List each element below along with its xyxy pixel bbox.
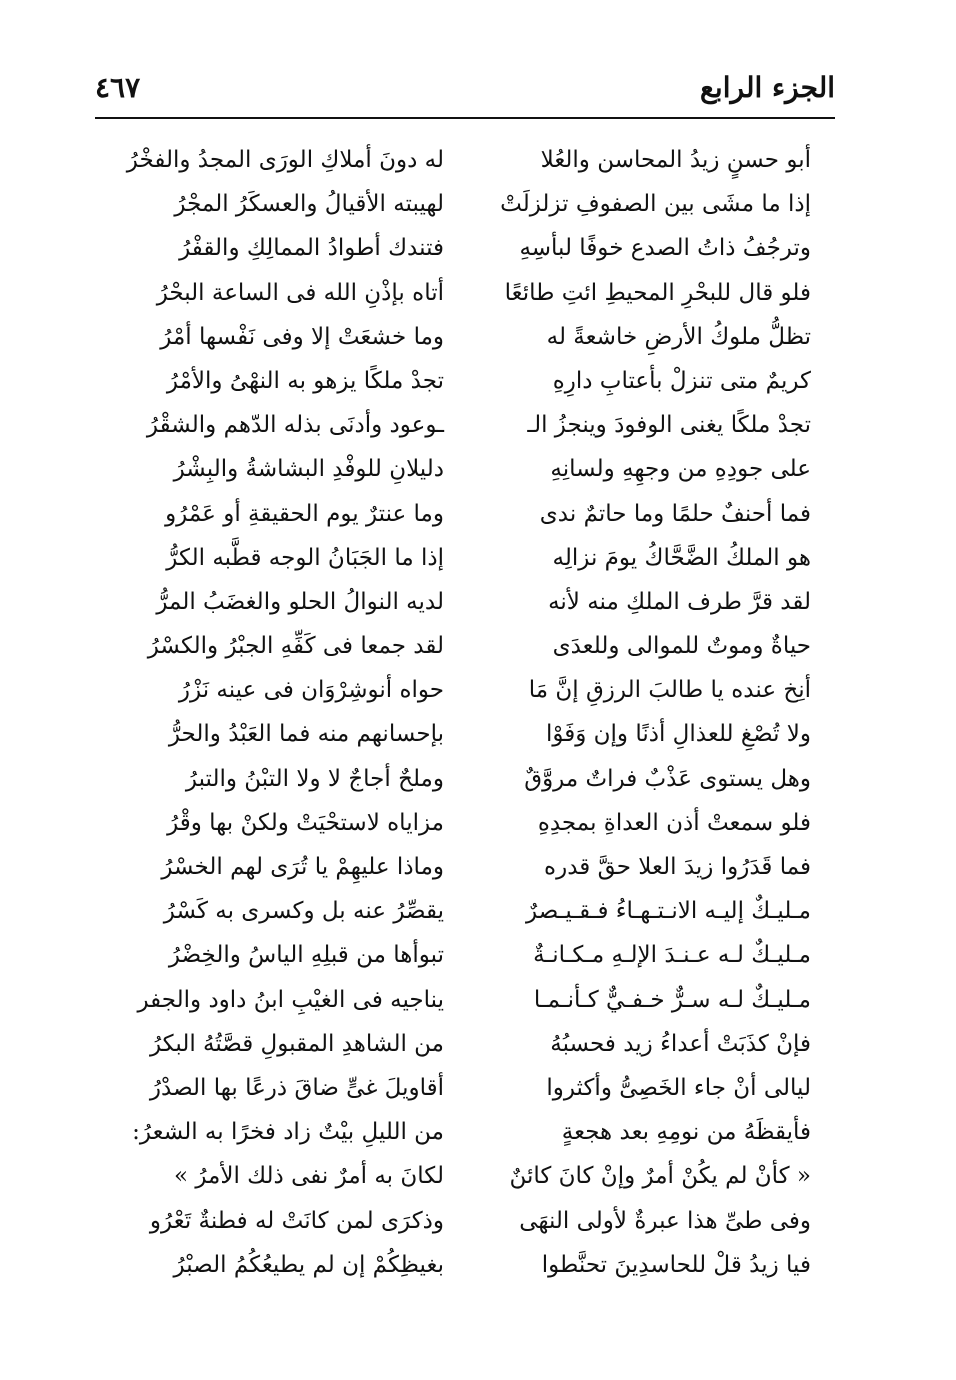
verse-line: لقد قرَّ طرف الملكِ منه لأنه [548, 588, 811, 615]
verse-line: أنِخ عنده يا طالبَ الرزقِ إنَّ مَا [528, 677, 811, 704]
verse-line: فما قَدَرُوا زيدَ العلا حقَّ قدره [544, 854, 811, 880]
verse-line: فإنْ كذَبَتْ أعداءُ زيد فحسبُهُ [550, 1030, 811, 1057]
verse-line: يقصِّرُ عنه بل وكسرى به كَسْرُ [163, 898, 444, 925]
verse-line: مـليـكٌ لـه سـرٌّ خـفـيٌّ كـأنـمـا [533, 986, 811, 1013]
verse-line: إذا ما مشَى بين الصفوفِ تزلزلَتْ [500, 191, 811, 218]
verse-line: تظلُّ ملوكُ الأرضِ خاشعةً له [546, 323, 811, 350]
verse-line: ـوعود وأدنَى بذله الدّهم والشقْرُ [146, 412, 444, 439]
verse-line: وهل يستوى عَذْبٌ فراتٌ مروَّقٌ [524, 765, 811, 792]
verse-line: تجدْ ملكًا يزهو به النهْىُ والأمْرُ [166, 367, 444, 394]
verse-line: فلو قال للبحْرِ المحيطِ ائتِ طائعًا [504, 279, 811, 306]
page-number: ٤٦٧ [95, 71, 141, 104]
verse-line: بغيظِكُمْ إن لم يطيعُكُمُ الصبْرُ [173, 1251, 444, 1278]
verse-line: وترجُفُ ذاتُ الصدع خوفًا لبأسِهِ [519, 235, 811, 262]
verse-line: كريمٌ متى تنزلْ بأعتابِ دارِهِ [552, 367, 811, 394]
verse-line: على جودِهِ من وجهِهِ ولسانِهِ [550, 456, 811, 483]
verse-line: هو الملكُ الضَّحَّاكُ يومَ نزالِه [552, 544, 811, 571]
verse-line: وما عنترٌ يوم الحقيقةِ أو عَمْرُو [165, 500, 444, 527]
verse-line: لديه النوالُ الحلو والغضَبُ المرُّ [156, 588, 444, 615]
right-column [481, 138, 811, 1287]
verse-line: أبو حسنٍ زيدُ المحاسن والعُلا [540, 147, 811, 173]
verse-line: أتاه بإذْنِ الله فى الساعة البحْرُ [156, 279, 444, 306]
verse-line: ولا تُصْغِ للعذالِ أذنًا وإن وَفَوْا [545, 721, 811, 748]
verse-line: مزاياه لاستحْيَتْ ولكنْ بها وقْرُ [167, 809, 444, 836]
verse-line: تجدْ ملكًا يغنى الوفودَ وينجزُ الـ [527, 412, 811, 439]
verse-line: فلو سمعتْ أذن العداةِ بمجدِهِ [537, 809, 811, 836]
verse-line: أقاويلَ غىٍّ ضاقَ ذرعًا بها الصدْرُ [149, 1074, 444, 1101]
left-column [114, 138, 444, 1287]
verse-line: يناجيه فى الغيْبِ ابنُ داود والجفر [137, 986, 444, 1013]
verse-line: فما أحنفٌ حلمًا وما حاتمٌ ندى [539, 500, 811, 527]
verse-line: حياةٌ وموتٌ للموالى وللعدَى [552, 633, 811, 660]
verse-line: وفى طىِّ هذا عبرةٌ لأولى النهَى [519, 1207, 811, 1234]
verse-line: مـليـكٌ إليـه الانـتـهـاءُ فـقـيـصرٌ [526, 898, 811, 925]
verse-line: لهيبته الأقيالُ والعسكَرُ المجْرُ [174, 191, 444, 218]
verse-line: بإحسانهم منه فما العَبْدُ والحرُّ [168, 721, 444, 748]
verse-line: تبوأها من قبلِهِ الياسُ والخِضْرُ [168, 942, 444, 969]
verse-line: لكانَ به أمرٌ نفى ذلك الأمرُ » [173, 1163, 444, 1190]
verse-line: « كأنْ لم يكُنْ أمرٌ وإنْ كانَ كائنٌ [509, 1163, 811, 1190]
verse-line: ليالى أنْ جاء الخَصِىُّ وأكثروا [546, 1074, 811, 1101]
verse-line: فيا زيدُ قلْ للحاسدِينَ تحنَّطوا [541, 1251, 811, 1278]
verse-line: فأيقظَهُ من نومِهِ بعد هجعةٍ [561, 1119, 811, 1146]
verse-line: فتندك أطوادُ الممالِكِ والقفْرُ [179, 235, 444, 262]
header-rule [95, 117, 835, 119]
verse-line: لقد جمعا فى كَفِّهِ الجبْرُ والكسْرُ [147, 633, 444, 660]
running-head: الجزء الرابع [700, 71, 835, 104]
verse-line: وملحٌ أجاجٌ لا ولا التبْنُ والتبرُ [185, 765, 444, 792]
verse-line: وذكرَى لمن كانَتْ له فطنةٌ تَعْرُو [149, 1207, 444, 1234]
verse-line: إذا ما الجَبَانُ الوجه قطَّبه الكرُّ [166, 544, 444, 571]
verse-line: مـليـكٌ لـه عـنـدَ الإلـهِ مـكـانـةٌ [533, 942, 811, 969]
verse-line: له دونَ أملاكِ الورَى المجدُ والفخْرُ [126, 147, 444, 173]
page-header [95, 66, 835, 114]
verse-line: من الشاهدِ المقبولِ قصَّتُهُ البكرُ [149, 1030, 444, 1057]
verse-line: وماذا عليهِمْ يا تُرَى لهم الخسْرُ [161, 854, 444, 880]
verse-line: دليلانِ للوفْدِ البشاشةُ والبِشْرُ [173, 456, 444, 483]
verse-line: من الليلِ بيْتٌ زاد فخرًا به الشعرُ: [132, 1119, 444, 1146]
verse-line: وما خشعَتْ إلا وفى نَفْسها أمْرُ [160, 323, 444, 350]
verse-line: حواه أنوشِرْوَان فى عينه نَزْرُ [178, 677, 444, 704]
